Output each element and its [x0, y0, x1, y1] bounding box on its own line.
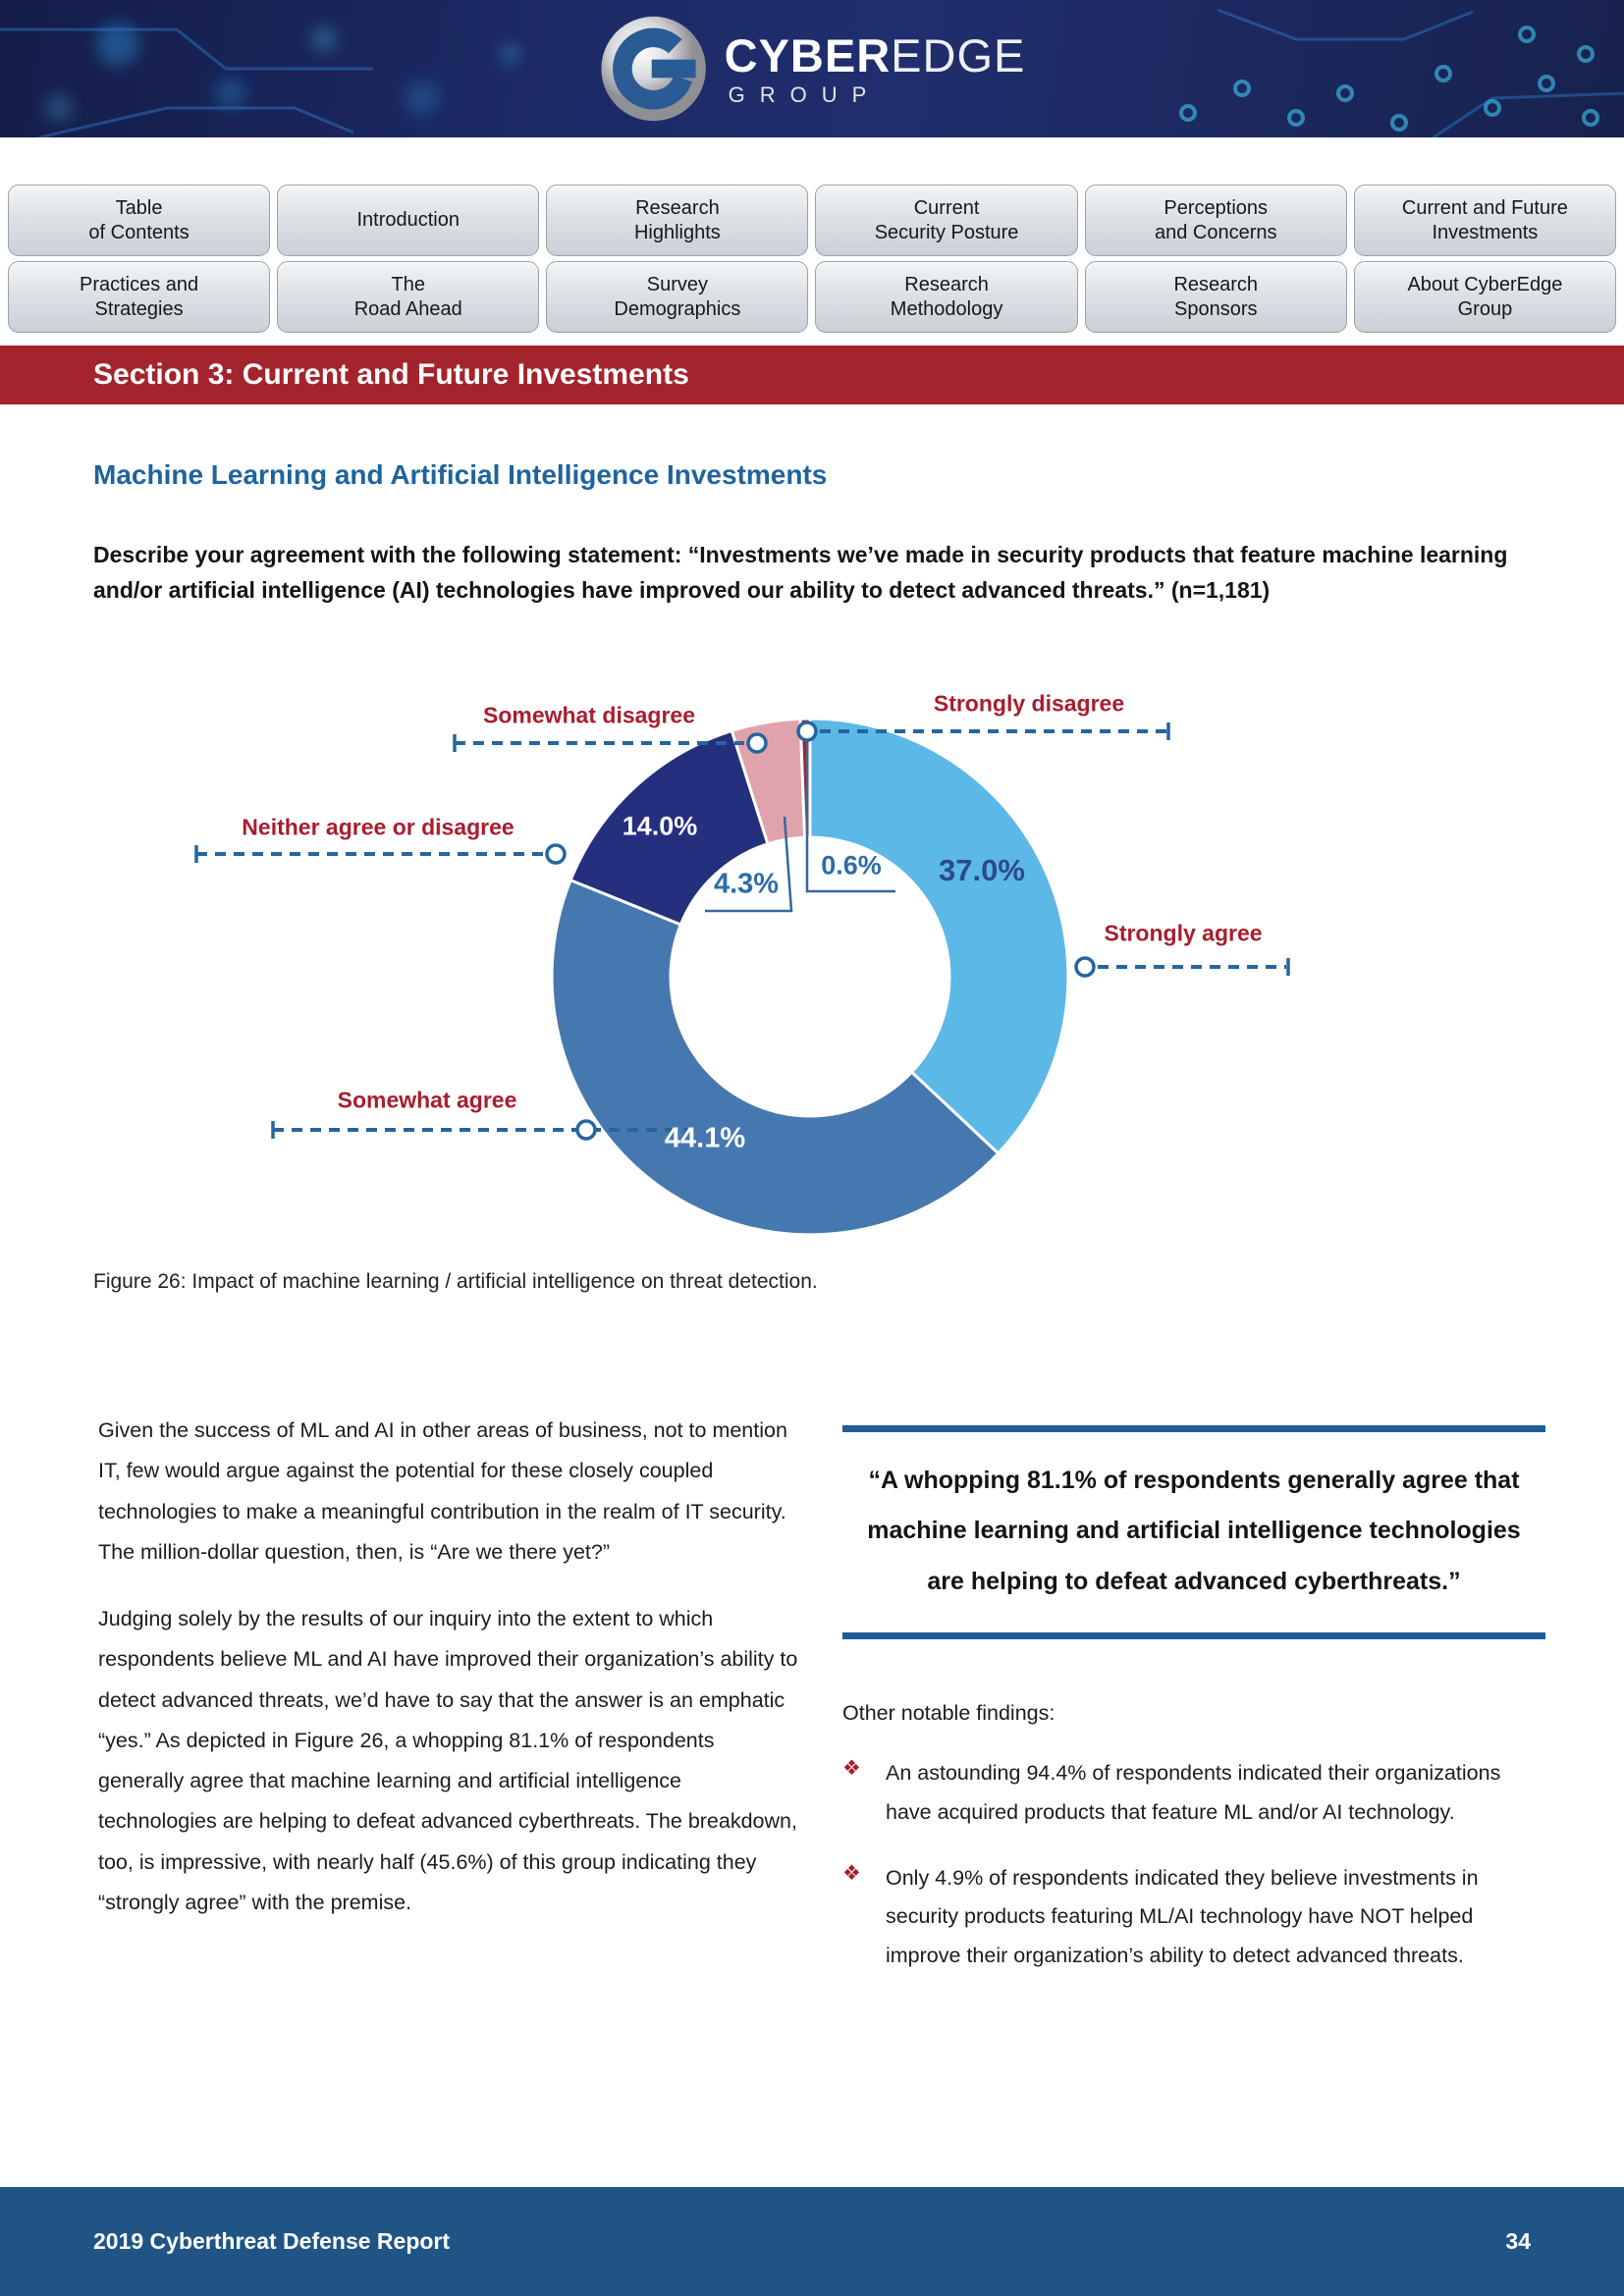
tab-label: Table	[115, 197, 163, 220]
tab-table-of-contents[interactable]	[8, 185, 270, 256]
tab-label: Perceptions	[1164, 197, 1269, 220]
tab-research-sponsors[interactable]	[1085, 261, 1347, 333]
report-nav-tabs	[8, 185, 1616, 333]
tab-label: Demographics	[614, 297, 741, 320]
tab-label: About CyberEdge	[1407, 274, 1563, 296]
slice-label-somewhat-agree: Somewhat agree	[337, 1087, 517, 1113]
tab-label: Strategies	[94, 297, 184, 320]
finding-item-2	[842, 1859, 1545, 1976]
leader-dot	[798, 722, 816, 740]
slice-label-strongly-disagree: Strongly disagree	[933, 690, 1125, 717]
leader-dot	[547, 845, 565, 863]
tab-label: Investments	[1432, 221, 1539, 243]
body-left-column	[98, 1411, 799, 1923]
diamond-bullet-icon: ❖	[842, 1861, 861, 1885]
tab-label: of Contents	[88, 221, 189, 243]
tab-survey-demographics[interactable]	[546, 261, 808, 333]
logo-wordmark	[724, 28, 1026, 107]
tab-research-methodology[interactable]	[815, 261, 1077, 333]
brand-edge: EDGE	[891, 28, 1026, 81]
tab-label: The	[391, 274, 425, 296]
article-heading: Machine Learning and Artificial Intelligence Investments	[93, 459, 828, 490]
slice-value-strongly-agree: 37.0%	[939, 853, 1025, 887]
tab-research-highlights[interactable]	[546, 185, 808, 256]
tab-label: Methodology	[890, 297, 1003, 320]
slice-value-somewhat-agree: 44.1%	[664, 1122, 746, 1154]
cyberedge-logo	[599, 14, 1026, 124]
slice-value-somewhat-disagree: 4.3%	[713, 868, 780, 900]
leader-dot	[1076, 958, 1094, 976]
leader-dot	[577, 1121, 595, 1139]
notable-findings	[842, 1698, 1545, 1976]
slice-label-neither: Neither agree or disagree	[242, 814, 514, 840]
tab-current-security-posture[interactable]	[815, 185, 1077, 256]
tab-about-cyberedge-group[interactable]	[1354, 261, 1616, 333]
pull-quote: “A whopping 81.1% of respondents generally agree that machine learning and artificial intelligence technologies are helping to defeat advanced cyberthreats.”	[842, 1425, 1545, 1639]
tab-label: Group	[1457, 297, 1513, 320]
tab-practices-and-strategies[interactable]	[8, 261, 270, 333]
tab-label: Security Posture	[874, 221, 1019, 243]
tab-perceptions-and-concerns[interactable]	[1085, 185, 1347, 256]
section-banner	[0, 346, 1624, 404]
body-paragraph-2: Judging solely by the results of our inquiry into the extent to which respondents believe ML and AI have improved their organization’s ability to detect advanced threats, we’d have to say that the answer is an emphatic “yes.” As depicted in Figure 26, a whopping 81.1% of respondents generally agree that machine learning and artificial intelligence technologies are helping to defeat advanced cyberthreats. The breakdown, too, is impressive, with nearly half (45.6%) of this group indicating they “strongly agree” with the premise.	[98, 1607, 798, 1914]
footer-page-number: 34	[1505, 2228, 1531, 2254]
brand-cyber: CYBER	[724, 28, 892, 81]
tab-label: Survey	[646, 274, 709, 296]
slice-value-neither: 14.0%	[622, 811, 698, 841]
tab-label: Research	[635, 197, 720, 220]
brand-group: GROUP	[728, 81, 882, 107]
tab-label: Road Ahead	[353, 297, 462, 320]
page-footer	[0, 2187, 1624, 2296]
leader-dot	[748, 734, 766, 752]
slice-label-strongly-agree: Strongly agree	[1104, 920, 1263, 946]
diamond-bullet-icon: ❖	[842, 1757, 861, 1781]
slice-label-somewhat-disagree: Somewhat disagree	[482, 702, 696, 728]
finding-text-2: Only 4.9% of respondents indicated they believe investments in security products featuring ML/AI technology have NOT helped improve their organization’s ability to detect advanced threats.	[886, 1865, 1479, 1968]
finding-item-1	[842, 1754, 1545, 1833]
tab-label: Current and Future	[1401, 197, 1568, 220]
findings-heading: Other notable findings:	[842, 1701, 1056, 1725]
tab-label: Highlights	[633, 221, 721, 243]
tab-label: and Concerns	[1154, 221, 1277, 243]
tab-label: Current	[913, 197, 980, 220]
finding-text-1: An astounding 94.4% of respondents indicated their organizations have acquired products that feature ML and/or AI technology.	[886, 1761, 1501, 1824]
body-paragraph-1: Given the success of ML and AI in other areas of business, not to mention IT, few would argue against the potential for these closely coupled technologies to make a meaningful contribution in the realm of IT security. The million-dollar question, then, is “Are we there yet?”	[98, 1418, 787, 1564]
tab-label: Sponsors	[1173, 297, 1258, 320]
tab-label: Practices and	[79, 274, 199, 296]
cyberedge-g-icon	[599, 14, 709, 124]
tab-the-road-ahead[interactable]	[277, 261, 539, 333]
tab-introduction[interactable]	[277, 185, 539, 256]
tab-label: Research	[904, 274, 989, 296]
tab-label: Introduction	[356, 209, 460, 232]
figure-caption: Figure 26: Impact of machine learning / artificial intelligence on threat detection.	[93, 1270, 818, 1293]
tab-current-and-future-investments[interactable]	[1354, 185, 1616, 256]
section-title: Section 3: Current and Future Investments	[93, 358, 689, 391]
survey-question: Describe your agreement with the following statement: “Investments we’ve made in security products that feature machine learning and/or artificial intelligence (AI) technologies have improved our ability to detect advanced threats.” (n=1,181)	[93, 542, 1508, 603]
chart-leader-lines	[128, 687, 1375, 1256]
slice-value-strongly-disagree: 0.6%	[821, 850, 882, 881]
tab-label: Research	[1173, 274, 1259, 296]
page-header-banner	[0, 0, 1624, 137]
footer-report-title: 2019 Cyberthreat Defense Report	[93, 2228, 451, 2254]
